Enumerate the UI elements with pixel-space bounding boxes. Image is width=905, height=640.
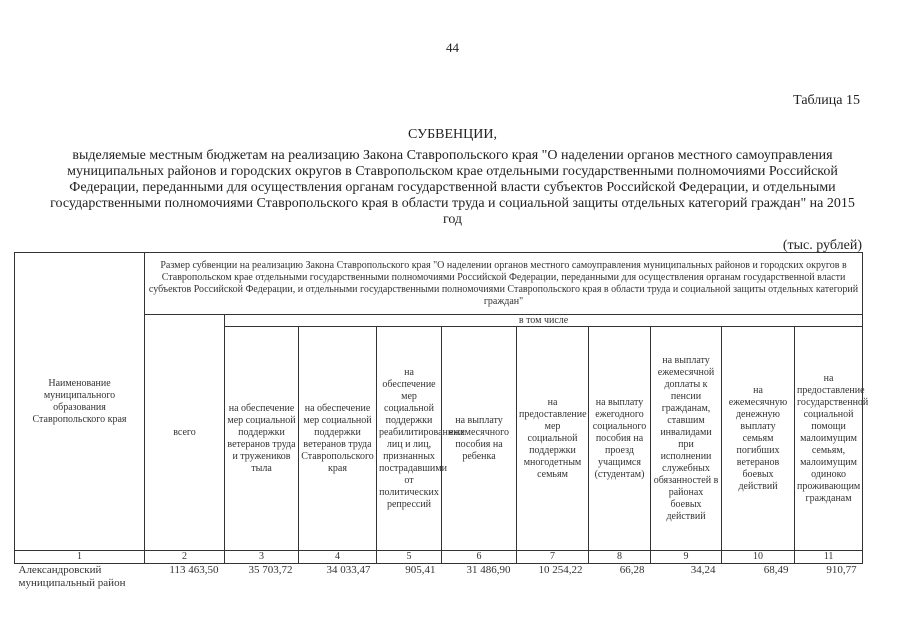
column-number: 11 [795, 551, 863, 564]
value-cell: 31 486,90 [466, 564, 511, 576]
value-cell: 10 254,22 [538, 564, 583, 576]
column-number: 8 [589, 551, 651, 564]
document-heading [40, 127, 865, 228]
value-cell: 66,28 [619, 564, 645, 576]
column-number: 1 [15, 551, 145, 564]
page-number: 44 [446, 40, 459, 55]
header-municipality-name: Наименование муниципального образования Ставропольского края [15, 253, 145, 551]
value-cell: 35 703,72 [248, 564, 293, 576]
column-number: 9 [651, 551, 722, 564]
header-col-11: на предоставление государственной социальной помощи малоимущим семьям, малоимущим одиноко проживающим гражданам [795, 327, 863, 551]
header-col-9: на выплату ежемесячной доплаты к пенсии гражданам, ставшим инвалидами при исполнении служебных обязанностей в районах боевых действий [651, 327, 722, 551]
table-number: Таблица 15 [793, 93, 860, 108]
municipality-name-cell: Александровский муниципальный район [18, 564, 126, 589]
value-cell: 910,77 [826, 564, 857, 576]
column-number: 7 [517, 551, 589, 564]
table-header-row-1 [15, 253, 863, 315]
header-col-6: на выплату ежемесячного пособия на ребенка [442, 327, 517, 551]
subventions-table [14, 252, 869, 590]
document-title: СУБВЕНЦИИ, [408, 127, 497, 142]
value-cell: 34 033,47 [326, 564, 371, 576]
value-cell: 68,49 [763, 564, 789, 576]
header-col-5: на обеспечение мер социальной поддержки реабилитированных лиц и лиц, признанных пострадавшими от политических репрессий [377, 327, 442, 551]
value-cell: 905,41 [405, 564, 436, 576]
column-number: 2 [145, 551, 225, 564]
units-label: (тыс. рублей) [782, 238, 862, 253]
header-subvention-size: Размер субвенции на реализацию Закона Ставропольского края "О наделении органов местного самоуправления муниципальных районов и городских округов в Ставропольском крае отдельными государственными полномочиями Российской Федерации, переданными для осуществления органам государственной власти субъектов Российской Федерации, и отдельными государственными полномочиями Ставропольского края в области труда и социальной защиты отдельных категорий граждан" [145, 253, 863, 315]
column-number: 4 [299, 551, 377, 564]
column-number: 10 [722, 551, 795, 564]
header-col-10: на ежемесячную денежную выплату семьям погибших ветеранов боевых действий [722, 327, 795, 551]
column-number: 5 [377, 551, 442, 564]
header-col-3: на обеспечение мер социальной поддержки ветеранов труда и тружеников тыла [225, 327, 299, 551]
value-cell: 34,24 [690, 564, 716, 576]
header-col-8: на выплату ежегодного социального пособия на проезд учащимся (студентам) [589, 327, 651, 551]
value-total-cell: 113 463,50 [169, 564, 219, 576]
column-number-row [15, 551, 863, 564]
header-col-4: на обеспечение мер социальной поддержки ветеранов труда Ставропольского края [299, 327, 377, 551]
document-subtitle: выделяемые местным бюджетам на реализацию Закона Ставропольского края "О наделении органов местного самоуправления муниципальных районов и городских округов в Ставропольском крае отдельными государственными полномочиями Российской Федерации, переданными для осуществления органам государственной власти субъектов Российской Федерации, и отдельными государственными полномочиями Ставропольского края в области труда и социальной защиты отдельных категорий граждан" на 2015 год [50, 148, 855, 227]
header-including: в том числе [225, 315, 863, 327]
column-number: 3 [225, 551, 299, 564]
column-number: 6 [442, 551, 517, 564]
header-total: всего [145, 315, 225, 551]
header-col-7: на предоставление мер социальной поддержки многодетным семьям [517, 327, 589, 551]
table-row [15, 564, 863, 591]
